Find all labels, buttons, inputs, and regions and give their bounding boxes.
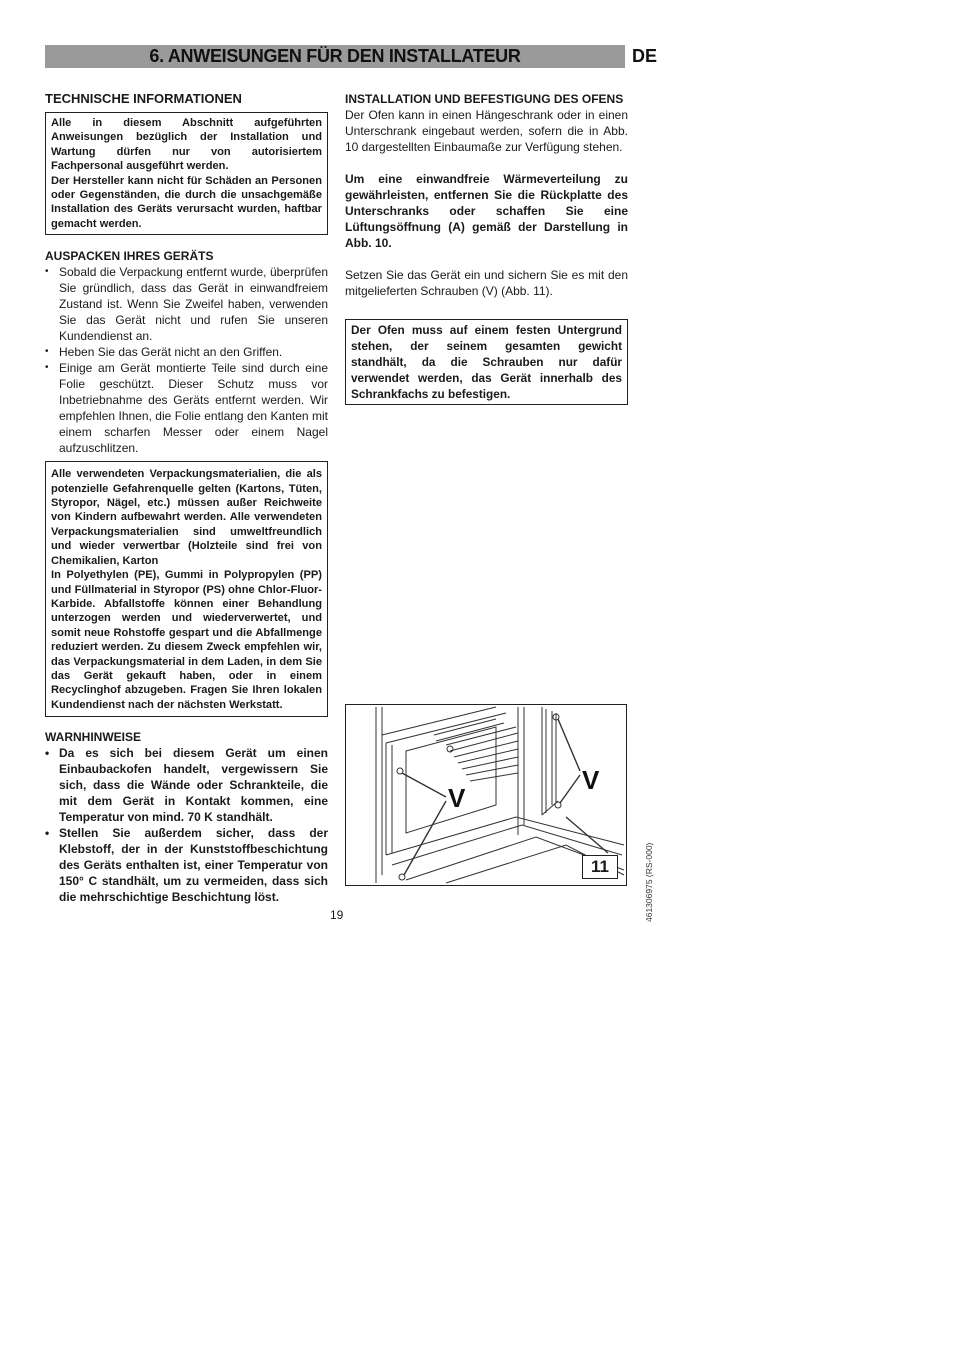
- list-item: • Sobald die Verpackung entfernt wurde, überprüfen Sie gründlich, dass das Gerät in einwandfreiem Zustand ist. Wenn Sie Zweifel haben, verwenden Sie das Gerät nicht und rufen Sie unseren Kundendienst an.: [45, 264, 328, 344]
- unpack-heading: AUSPACKEN IHRES GERÄTS: [45, 249, 214, 264]
- right-column: [345, 91, 628, 405]
- left-column: [45, 91, 328, 905]
- document-code: 461306975 (RS-000): [644, 842, 654, 922]
- list-item: • Heben Sie das Gerät nicht an den Griffen.: [45, 344, 328, 360]
- list-item: • Stellen Sie außerdem sicher, dass der Klebstoff, der in der Kunststoffbeschichtung des Geräts enthalten ist, einer Temperatur von 150° C standhält, um zu vermeiden, dass sich die mehrschichtige Beschichtung löst.: [45, 825, 328, 905]
- pack-notice-p2: In Polyethylen (PE), Gummi in Polypropylen (PP) und Füllmaterial in Styropor (PS) ohne Chlor-Fluor-Karbide. Abfallstoffe können einer Behandlung unterzogen werden und wiederverwertet, und somit neue Rohstoffe gespart und die Abfallmenge reduziert werden. Zu diesem Zweck empfehlen wir, das Verpackungsmaterial in dem Laden, in dem Sie das Gerät gekauft haben, oder in einem Recyclinghof abzugeben. Fragen Sie Ihren lokalen Kundendienst nach der nächsten Werkstatt.: [51, 569, 322, 711]
- mounting-notice-text: Der Ofen muss auf einem festen Untergrund stehen, der seinem gesamten gewicht standhält, da die Schrauben nur dafür verwendet werden, das Gerät innerhalb des Schrankfachs zu befestigen.: [351, 323, 622, 401]
- tech-info-notice: [45, 112, 328, 235]
- tech-info-heading: TECHNISCHE INFORMATIONEN: [45, 91, 242, 106]
- screw-label-right: V: [582, 765, 600, 795]
- pack-notice-p1: Alle verwendeten Verpackungsmaterialien, die als potenzielle Gefahrenquelle gelten (Kartons, Tüten, Styropor, Nägel, etc.) müssen außer Reichweite von Kindern aufbewahrt werden. Alle verwendeten Verpackungsmaterialien sind umweltfreundlich und wieder verwertbar (Holzteile sind frei von Chemikalien, Karton: [51, 468, 322, 567]
- list-item: • Da es sich bei diesem Gerät um einen Einbaubackofen handelt, vergewissern Sie sich, dass die Wände oder Schrankteile, die mit dem Gerät in Kontakt kommen, eine Temperatur von mind. 70 K standhält.: [45, 745, 328, 825]
- install-heading: INSTALLATION UND BEFESTIGUNG DES OFENS: [345, 92, 624, 106]
- mounting-notice: [345, 319, 628, 405]
- tech-notice-p2: Der Hersteller kann nicht für Schäden an Personen oder Gegenständen, die durch die unsachgemäße Installation des Geräts verursacht wurden, haftbar gemacht werden.: [51, 174, 322, 230]
- list-item: • Einige am Gerät montierte Teile sind durch eine Folie geschützt. Dieser Schutz muss vor Inbetriebnahme des Geräts entfernt werden. Wir empfehlen Ihnen, die Folie entlang den Kanten mit einem scharfen Messer oder einem Nagel aufzuschlitzen.: [45, 360, 328, 456]
- unpack-list: [45, 264, 328, 456]
- language-code: DE: [632, 46, 658, 66]
- section-header-bar: [45, 45, 625, 68]
- tech-notice-p1: Alle in diesem Abschnitt aufgeführten Anweisungen bezüglich der Installation und Wartung dürfen nur von autorisiertem Fachpersonal ausgeführt werden.: [51, 117, 322, 173]
- screw-label-left: V: [448, 783, 466, 813]
- page-number: 19: [330, 908, 344, 922]
- packaging-notice: [45, 461, 328, 717]
- install-paragraph-1: Der Ofen kann in einen Hängeschrank oder in einen Unterschrank eingebaut werden, sofern die in Abb. 10 dargestellten Einbaumaße zur Verfügung stehen.: [345, 108, 628, 154]
- figure-oven-installation: [345, 704, 627, 886]
- install-paragraph-3: Setzen Sie das Gerät ein und sichern Sie es mit den mitgelieferten Schrauben (V) (Abb. 11).: [345, 268, 628, 298]
- figure-number: 11: [582, 855, 618, 879]
- warnings-list: [45, 745, 328, 905]
- install-paragraph-2: Um eine einwandfreie Wärmeverteilung zu gewährleisten, entfernen Sie die Rückplatte des Unterschranks oder schaffen Sie eine Lüftungsöffnung (A) gemäß der Darstellung in Abb. 10.: [345, 172, 628, 250]
- warnings-heading: WARNHINWEISE: [45, 730, 141, 745]
- section-title: 6. ANWEISUNGEN FÜR DEN INSTALLATEUR: [149, 46, 521, 66]
